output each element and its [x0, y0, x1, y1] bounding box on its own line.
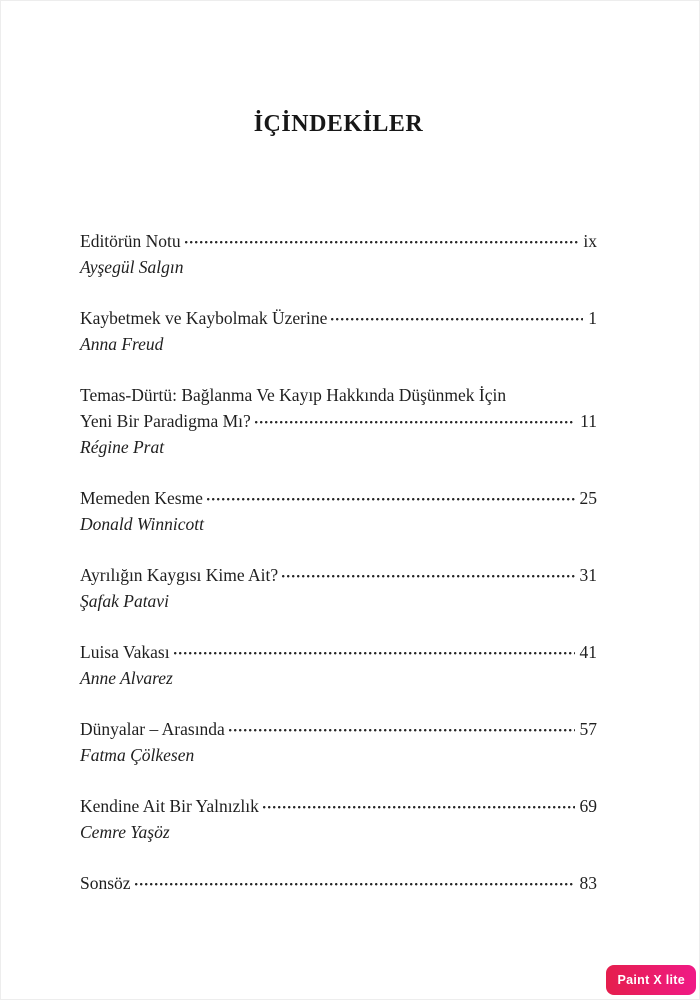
entry-author: Fatma Çölkesen [80, 745, 195, 765]
entry-title: Luisa Vakası [80, 642, 170, 662]
page-number: 31 [579, 565, 597, 585]
entry-title: Dünyalar – Arasında [80, 719, 225, 739]
toc-entry [80, 228, 597, 280]
toc-entry [80, 485, 597, 537]
entry-title: Ayrılığın Kaygısı Kime Ait? [80, 565, 279, 585]
watermark-label: Paint X lite [617, 973, 685, 987]
entry-author: Ayşegül Salgın [80, 257, 184, 277]
page-number: ix [583, 231, 597, 251]
entry-author: Donald Winnicott [80, 514, 204, 534]
entry-author: Cemre Yaşöz [80, 822, 170, 842]
entry-author: Anna Freud [80, 334, 164, 354]
toc-entry [80, 870, 597, 896]
page-number: 25 [579, 488, 597, 508]
toc-entry [80, 305, 597, 357]
entry-title: Sonsöz [80, 873, 131, 893]
entry-title: Editörün Notu [80, 231, 181, 251]
page-title: İÇİNDEKİLER [253, 111, 424, 137]
page-number: 41 [579, 642, 597, 662]
toc-entry [80, 639, 597, 691]
page-number: 69 [579, 796, 597, 816]
entry-title-line2: Yeni Bir Paradigma Mı? [80, 411, 251, 431]
entry-author: Anne Alvarez [80, 668, 173, 688]
toc-entry [80, 793, 597, 845]
toc-entry [80, 382, 597, 460]
toc-entry [80, 562, 597, 614]
entry-title: Memeden Kesme [80, 488, 203, 508]
entry-author: Şafak Patavi [80, 591, 169, 611]
page-number: 1 [588, 308, 597, 328]
entry-title: Kendine Ait Bir Yalnızlık [80, 796, 259, 816]
paint-x-lite-watermark-badge [606, 965, 696, 995]
page-number: 57 [579, 719, 597, 739]
entry-title-line1: Temas-Dürtü: Bağlanma Ve Kayıp Hakkında Düşünmek İçin [80, 385, 507, 405]
entry-title: Kaybetmek ve Kaybolmak Üzerine [80, 308, 328, 328]
page-number: 83 [579, 873, 597, 893]
toc-entry [80, 716, 597, 768]
entry-author: Régine Prat [80, 437, 165, 457]
page-number: 11 [580, 411, 597, 431]
